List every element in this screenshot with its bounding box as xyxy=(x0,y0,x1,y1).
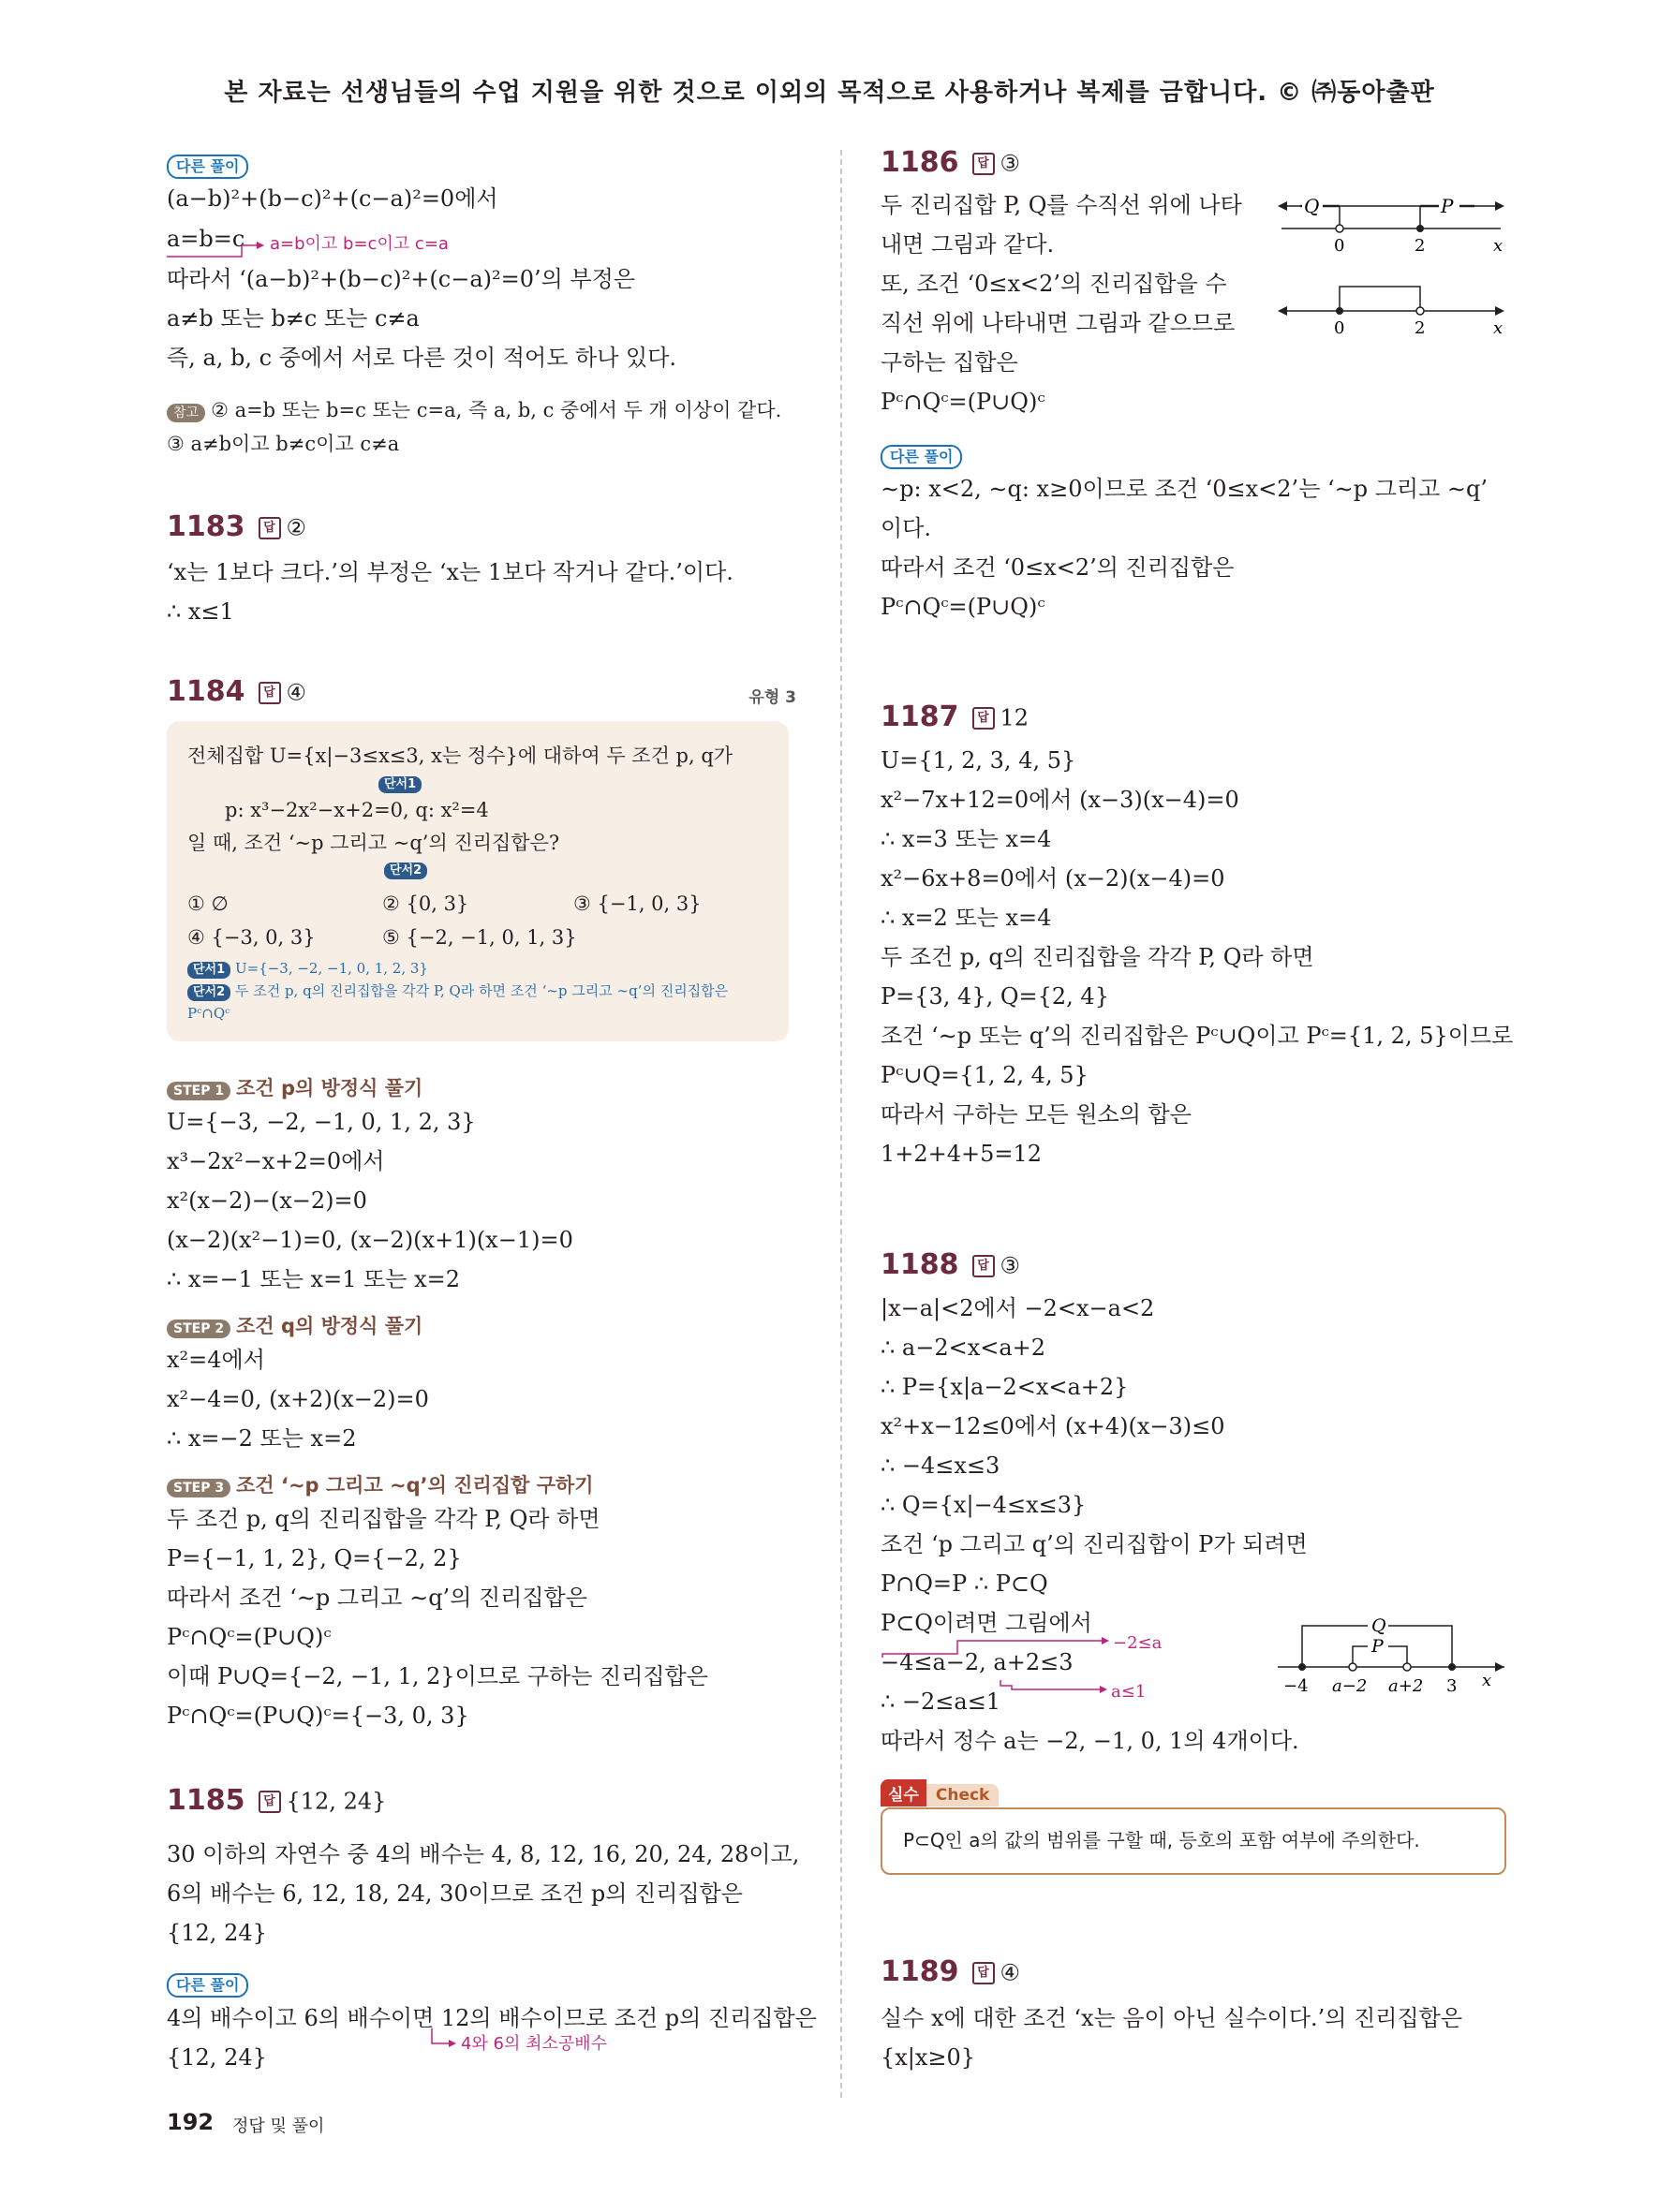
alt-solution-badge: 다른 풀이 xyxy=(167,1973,248,1998)
fig-label-p: P xyxy=(1371,1636,1384,1657)
solution-line: x²+x−12≤0에서 (x+4)(x−3)≤0 xyxy=(881,1413,1225,1439)
problem-line: p: x³−2x²−x+2=0, q: x²=4 xyxy=(225,799,489,821)
axis-x: x xyxy=(1482,1671,1492,1690)
clue-badge: 단서2 xyxy=(384,863,427,879)
solution-line: P={3, 4}, Q={2, 4} xyxy=(881,983,1109,1010)
solution-line: 내면 그림과 같다. xyxy=(881,231,1055,258)
footer-label: 정답 및 풀이 xyxy=(232,2116,325,2136)
problem-1188-header: 1188 답 ③ xyxy=(881,1248,1021,1281)
problem-box xyxy=(167,721,789,1041)
fig-label-q: Q xyxy=(1304,195,1320,217)
step-badge: STEP 2 xyxy=(167,1320,230,1338)
solution-line: {12, 24} xyxy=(167,1920,267,1946)
solution-line: 실수 x에 대한 조건 ‘x는 음이 아닌 실수이다.’의 진리집합은 xyxy=(881,2005,1463,2031)
answer-icon: 답 xyxy=(259,1791,281,1813)
solution-line: x²(x−2)−(x−2)=0 xyxy=(167,1187,367,1214)
solution-line: Pᶜ∩Qᶜ=(P∪Q)ᶜ={−3, 0, 3} xyxy=(167,1703,469,1729)
check-header xyxy=(881,1779,999,1806)
alt-annotation: a=b이고 b=c이고 c=a xyxy=(270,234,449,254)
problem-1183-header: 1183 답 ② xyxy=(167,510,307,543)
check-badge-sil: 실수 xyxy=(881,1779,926,1806)
number-line-figure xyxy=(1274,1611,1508,1704)
note-badge: 참고 xyxy=(167,404,205,422)
solution-line: P={−1, 1, 2}, Q={−2, 2} xyxy=(167,1545,462,1571)
clue-badge: 단서2 xyxy=(187,984,230,1001)
solution-line: ∼p: x<2, ∼q: x≥0이므로 조건 ‘0≤x<2’는 ‘∼p 그리고 ∼q’ xyxy=(881,476,1489,502)
solution-line: 두 진리집합 P, Q를 수직선 위에 나타 xyxy=(881,192,1242,218)
problem-line: 전체집합 U={x|−3≤x≤3, x는 정수}에 대하여 두 조건 p, q가 xyxy=(187,745,733,767)
answer-icon: 답 xyxy=(972,153,995,175)
answer-value: {12, 24} xyxy=(286,1788,387,1815)
alt-line: a≠b 또는 b≠c 또는 c≠a xyxy=(167,305,420,332)
copyright-header: 본 자료는 선생님들의 수업 지원을 위한 것으로 이외의 목적으로 사용하거나 복제를 금합니다. © ㈜동아출판 xyxy=(224,79,1435,107)
tick-3: 3 xyxy=(1446,1676,1458,1696)
solution-line: 따라서 구하는 모든 원소의 합은 xyxy=(881,1101,1192,1128)
alt-line: a=b=c xyxy=(167,226,245,252)
answer-icon: 답 xyxy=(972,1962,995,1984)
answer-icon: 답 xyxy=(259,682,281,704)
solution-line: ∴ x=−2 또는 x=2 xyxy=(167,1425,357,1452)
tick-m4: −4 xyxy=(1283,1676,1309,1696)
annotation: −2≤a xyxy=(1113,1633,1163,1653)
number-line-figure xyxy=(1274,187,1508,337)
solution-line: Pᶜ∩Qᶜ=(P∪Q)ᶜ xyxy=(881,389,1045,415)
clue-2-text: 두 조건 p, q의 진리집합을 각각 P, Q라 하면 조건 ‘∼p 그리고 ∼q’의 진리집합은 xyxy=(234,982,729,999)
solution-line: 구하는 집합은 xyxy=(881,349,1018,376)
solution-line: 조건 ‘∼p 또는 q’의 진리집합은 Pᶜ∪Q이고 Pᶜ={1, 2, 5}이므로 xyxy=(881,1023,1514,1049)
step-badge: STEP 1 xyxy=(167,1082,230,1100)
clue-2-text-cont: Pᶜ∩Qᶜ xyxy=(187,1005,230,1022)
problem-1187-header: 1187 답 12 xyxy=(881,700,1029,733)
solution-line: 조건 ‘p 그리고 q’의 진리집합이 P가 되려면 xyxy=(881,1531,1308,1557)
clue-badge: 단서1 xyxy=(378,776,422,793)
alt-annotation: 4와 6의 최소공배수 xyxy=(461,2034,608,2054)
answer-icon: 답 xyxy=(259,517,281,539)
axis-x: x xyxy=(1493,236,1503,256)
fig-label-p: P xyxy=(1441,195,1454,217)
solution-line: P⊂Q이려면 그림에서 xyxy=(881,1610,1092,1636)
alt-line: 즉, a, b, c 중에서 서로 다른 것이 적어도 하나 있다. xyxy=(167,345,677,371)
solution-line: Pᶜ∩Qᶜ=(P∪Q)ᶜ xyxy=(167,1624,332,1650)
solution-line: {x|x≥0} xyxy=(881,2044,976,2071)
solution-line: −4≤a−2, a+2≤3 xyxy=(881,1649,1074,1675)
solution-line: 6의 배수는 6, 12, 18, 24, 30이므로 조건 p의 진리집합은 xyxy=(167,1880,743,1907)
problem-1189-header: 1189 답 ④ xyxy=(881,1955,1021,1988)
axis-x: x xyxy=(1493,318,1503,337)
choice-2: ② {0, 3} xyxy=(382,892,469,915)
problem-1184-header: 1184 답 ④ xyxy=(167,675,307,708)
page-number: 192 xyxy=(167,2109,215,2135)
solution-line: ∴ x≤1 xyxy=(167,598,234,625)
solution-line: 두 조건 p, q의 진리집합을 각각 P, Q라 하면 xyxy=(167,1506,600,1532)
alt-solution-badge: 다른 풀이 xyxy=(167,155,248,179)
answer-value: ④ xyxy=(1000,1959,1021,1986)
choice-1: ① ∅ xyxy=(187,892,229,915)
alt-line: 따라서 ‘(a−b)²+(b−c)²+(c−a)²=0’의 부정은 xyxy=(167,266,635,292)
step-title: 조건 q의 방정식 풀기 xyxy=(236,1315,423,1337)
solution-line: x³−2x²−x+2=0에서 xyxy=(167,1148,385,1174)
type-label: 유형 3 xyxy=(748,688,796,707)
tick-2: 2 xyxy=(1415,236,1426,256)
check-badge-label: Check xyxy=(926,1784,1000,1806)
fig-label-q: Q xyxy=(1371,1615,1386,1636)
alt-solution-badge: 다른 풀이 xyxy=(881,445,962,469)
solution-line: ∴ x=3 또는 x=4 xyxy=(881,826,1052,852)
choice-3: ③ {−1, 0, 3} xyxy=(573,892,702,915)
check-text: P⊂Q인 a의 값의 범위를 구할 때, 등호의 포함 여부에 주의한다. xyxy=(903,1829,1420,1851)
solution-line: 따라서 정수 a는 −2, −1, 0, 1의 4개이다. xyxy=(881,1728,1299,1754)
solution-line: ∴ −2≤a≤1 xyxy=(881,1688,1001,1715)
check-box xyxy=(881,1807,1506,1875)
tick-2: 2 xyxy=(1415,318,1426,337)
step-badge: STEP 3 xyxy=(167,1479,230,1497)
problem-line: 일 때, 조건 ‘∼p 그리고 ∼q’의 진리집합은? xyxy=(187,832,560,854)
answer-icon: 답 xyxy=(972,1255,995,1277)
solution-line: ∴ x=−1 또는 x=1 또는 x=2 xyxy=(167,1266,461,1292)
solution-line: ∴ a−2<x<a+2 xyxy=(881,1335,1046,1361)
solution-line: |x−a|<2에서 −2<x−a<2 xyxy=(881,1295,1155,1321)
choice-4: ④ {−3, 0, 3} xyxy=(187,926,316,949)
solution-line: U={−3, −2, −1, 0, 1, 2, 3} xyxy=(167,1109,476,1135)
step-title: 조건 p의 방정식 풀기 xyxy=(236,1077,423,1099)
solution-line: ∴ −4≤x≤3 xyxy=(881,1453,1000,1479)
solution-line: 따라서 조건 ‘0≤x<2’의 진리집합은 xyxy=(881,554,1235,581)
annotation-arrow xyxy=(167,240,270,258)
solution-line: 1+2+4+5=12 xyxy=(881,1141,1043,1167)
answer-value: ③ xyxy=(1000,1252,1021,1279)
answer-value: ② xyxy=(286,514,307,541)
problem-1186-header: 1186 답 ③ xyxy=(881,146,1021,179)
note-line: ③ a≠b이고 b≠c이고 c≠a xyxy=(167,433,400,455)
solution-line: (x−2)(x²−1)=0, (x−2)(x+1)(x−1)=0 xyxy=(167,1227,573,1253)
solution-line: x²=4에서 xyxy=(167,1347,265,1373)
problem-1185-header: 1185 답 {12, 24} xyxy=(167,1784,387,1817)
solution-line: 두 조건 p, q의 진리집합을 각각 P, Q라 하면 xyxy=(881,944,1314,970)
annotation: a≤1 xyxy=(1111,1682,1147,1702)
annotation-arrow xyxy=(430,2028,460,2049)
annotation-arrows xyxy=(881,1631,1133,1697)
choice-5: ⑤ {−2, −1, 0, 1, 3} xyxy=(382,926,577,949)
solution-line: Pᶜ∪Q={1, 2, 4, 5} xyxy=(881,1062,1089,1088)
solution-line: 따라서 조건 ‘∼p 그리고 ∼q’의 진리집합은 xyxy=(167,1585,587,1611)
tick-am2: a−2 xyxy=(1332,1676,1368,1696)
solution-line: 또, 조건 ‘0≤x<2’의 진리집합을 수 xyxy=(881,271,1227,297)
solution-line: x²−6x+8=0에서 (x−2)(x−4)=0 xyxy=(881,865,1225,892)
solution-line: 직선 위에 나타내면 그림과 같으므로 xyxy=(881,310,1236,336)
answer-value: ④ xyxy=(286,679,307,706)
tick-0: 0 xyxy=(1334,236,1345,256)
clue-1-text: U={−3, −2, −1, 0, 1, 2, 3} xyxy=(234,960,428,977)
column-divider xyxy=(840,150,842,2098)
solution-line: {12, 24} xyxy=(167,2044,267,2071)
solution-line: ∴ x=2 또는 x=4 xyxy=(881,905,1052,931)
solution-line: x²−4=0, (x+2)(x−2)=0 xyxy=(167,1386,429,1412)
solution-line: 이때 P∪Q={−2, −1, 1, 2}이므로 구하는 진리집합은 xyxy=(167,1663,708,1689)
solution-line: ‘x는 1보다 크다.’의 부정은 ‘x는 1보다 작거나 같다.’이다. xyxy=(167,559,733,585)
answer-value: 12 xyxy=(1000,704,1029,731)
alt-line: (a−b)²+(b−c)²+(c−a)²=0에서 xyxy=(167,185,498,212)
note-line: ② a=b 또는 b=c 또는 c=a, 즉 a, b, c 중에서 두 개 이상이 같다. xyxy=(211,399,782,421)
solution-line: 4의 배수이고 6의 배수이면 12의 배수이므로 조건 p의 진리집합은 xyxy=(167,2005,817,2031)
solution-line: U={1, 2, 3, 4, 5} xyxy=(881,747,1076,774)
tick-ap2: a+2 xyxy=(1388,1676,1424,1696)
tick-0: 0 xyxy=(1334,318,1345,337)
step-title: 조건 ‘∼p 그리고 ∼q’의 진리집합 구하기 xyxy=(236,1474,594,1497)
answer-icon: 답 xyxy=(972,707,995,730)
solution-line: x²−7x+12=0에서 (x−3)(x−4)=0 xyxy=(881,787,1239,813)
answer-value: ③ xyxy=(1000,150,1021,177)
solution-line: Pᶜ∩Qᶜ=(P∪Q)ᶜ xyxy=(881,594,1045,620)
solution-line: 이다. xyxy=(881,515,931,541)
solution-line: ∴ P={x|a−2<x<a+2} xyxy=(881,1374,1129,1400)
solution-line: P∩Q=P ∴ P⊂Q xyxy=(881,1571,1048,1597)
solution-line: ∴ Q={x|−4≤x≤3} xyxy=(881,1492,1087,1518)
clue-badge: 단서1 xyxy=(187,962,230,979)
solution-line: 30 이하의 자연수 중 4의 배수는 4, 8, 12, 16, 20, 24, 28이고, xyxy=(167,1841,800,1867)
